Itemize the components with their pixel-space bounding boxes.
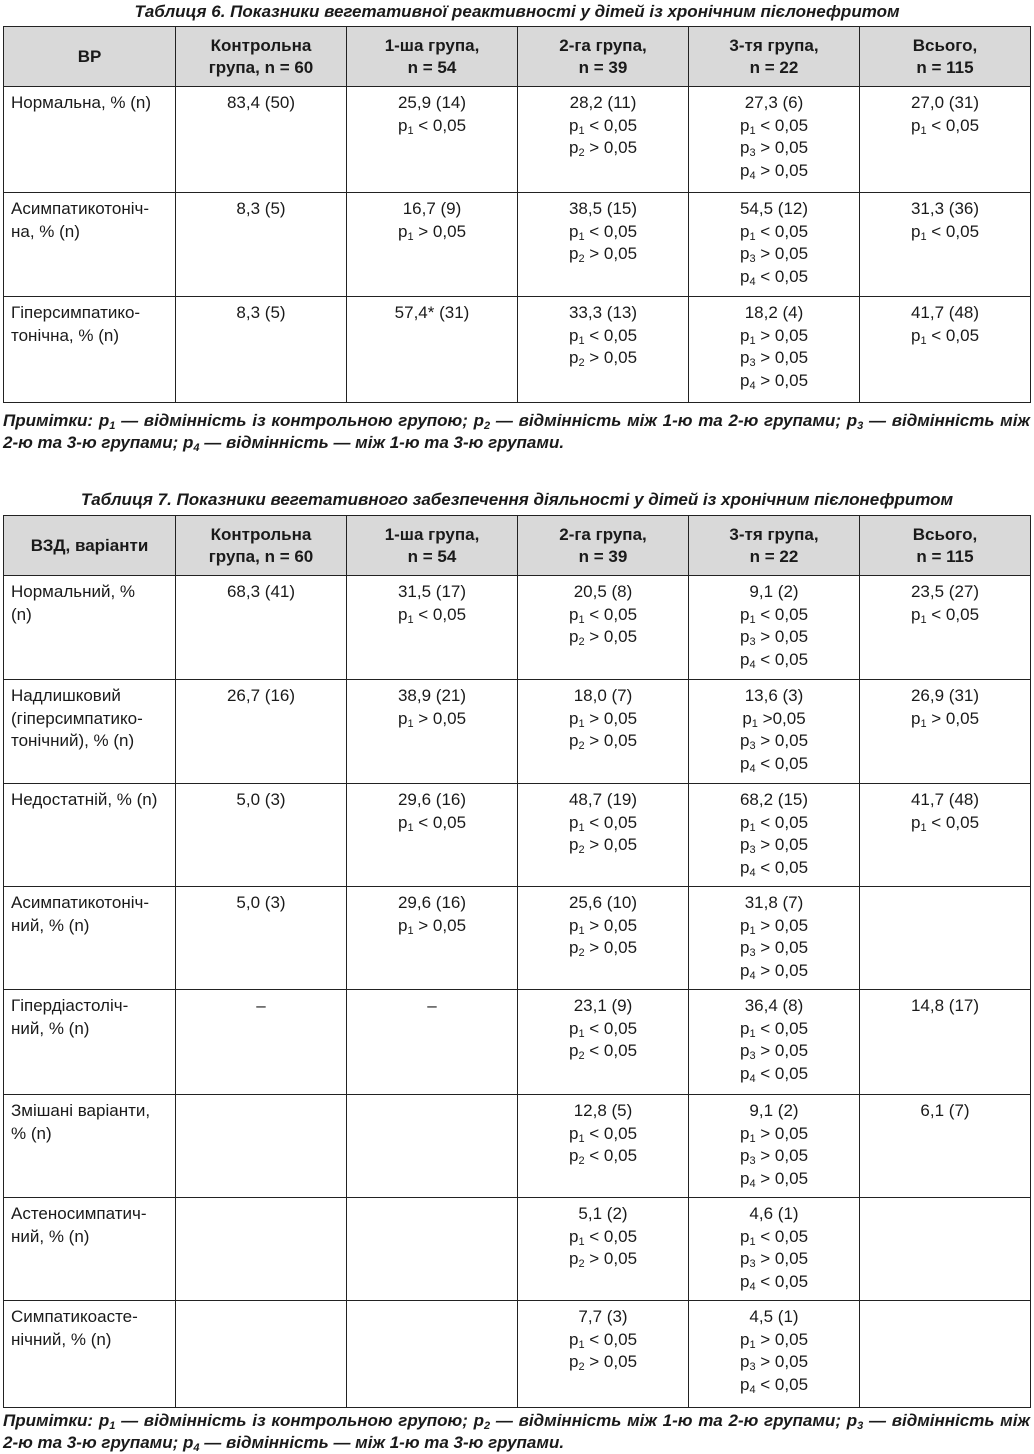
cell-p-value: $p_1 < 0,05$ — [568, 812, 638, 834]
cell-value: 13,6 (3) — [744, 686, 804, 705]
column-header — [689, 27, 860, 87]
row-label — [4, 680, 176, 784]
cell-value: 31,5 (17) — [397, 582, 467, 601]
table-cell — [176, 680, 347, 784]
cell-value: 25,9 (14) — [397, 93, 467, 112]
cell-p-value: $p_1 < 0,05$ — [568, 1226, 638, 1248]
cell-value: 31,3 (36) — [910, 199, 980, 218]
table-cell — [860, 1198, 1031, 1301]
table-cell — [689, 680, 860, 784]
cell-value: 26,7 (16) — [226, 686, 296, 705]
cell-p-value: $p_1 > 0,05$ — [910, 708, 980, 730]
cell-p-value: $p_2 > 0,05$ — [568, 731, 638, 752]
table-cell — [689, 784, 860, 887]
cell-p-value: $p_2 > 0,05$ — [568, 138, 638, 159]
cell-p-value: $p_1 > 0,05$ — [568, 915, 638, 937]
cell-p-value: $p_1 < 0,05$ — [739, 812, 809, 834]
cell-p-value: $p_4 < 0,05$ — [739, 857, 809, 879]
header-text: група, n = 60 — [208, 546, 314, 566]
table-cell — [347, 1198, 518, 1301]
cell-value: 18,2 (4) — [744, 303, 804, 322]
table6 — [3, 26, 1031, 403]
table-row — [4, 87, 1031, 193]
table-row — [4, 1198, 1031, 1301]
table7-caption: Таблиця 7. Показники вегетативного забезпечення діяльності у дітей із хронічним пієлонефритом — [80, 490, 954, 509]
table-cell — [860, 990, 1031, 1095]
table-cell — [176, 784, 347, 887]
cell-p-value: $p_1 < 0,05$ — [397, 604, 467, 626]
cell-value: – — [256, 996, 266, 1015]
table-cell — [518, 87, 689, 193]
table7 — [3, 515, 1031, 1408]
header-text: Всього, — [912, 35, 978, 55]
cell-value: 23,5 (27) — [910, 582, 980, 601]
table-cell — [518, 297, 689, 403]
table6-caption: Таблиця 6. Показники вегетативної реактивності у дітей із хронічним пієлонефритом — [134, 2, 900, 21]
header-text: n = 39 — [578, 546, 628, 566]
cell-p-value: $p_1 < 0,05$ — [568, 221, 638, 243]
cell-p-value: $p_2 < 0,05$ — [568, 1146, 638, 1167]
header-text: 1-ша група, — [384, 524, 480, 544]
table-cell — [860, 87, 1031, 193]
table-cell — [347, 576, 518, 680]
cell-p-value: $p_1 < 0,05$ — [910, 812, 980, 834]
row-label-text: Астеносимпатич- — [11, 1204, 147, 1223]
cell-p-value: $p_2 > 0,05$ — [568, 348, 638, 369]
cell-value: 54,5 (12) — [739, 199, 809, 218]
cell-p-value: $p_2 > 0,05$ — [568, 835, 638, 856]
table-cell — [860, 576, 1031, 680]
cell-value: 27,0 (31) — [910, 93, 980, 112]
header-text: Контрольна — [210, 35, 312, 55]
header-text: 2-га група, — [559, 524, 647, 544]
row-label — [4, 990, 176, 1095]
header-text: n = 22 — [749, 546, 799, 566]
row-label-text: ний, % (n) — [11, 1018, 90, 1038]
cell-value: 28,2 (11) — [569, 93, 637, 112]
cell-p-value: $p_3 > 0,05$ — [739, 1249, 809, 1270]
cell-p-value: $p_4 > 0,05$ — [739, 370, 809, 392]
table-cell — [860, 1095, 1031, 1198]
header-text: 1-ша група, — [384, 35, 480, 55]
cell-p-value: $p_1 < 0,05$ — [910, 221, 980, 243]
table-cell — [347, 1301, 518, 1408]
column-header — [860, 516, 1031, 576]
cell-p-value: $p_1 < 0,05$ — [739, 1226, 809, 1248]
cell-p-value: $p_1 >0,05$ — [742, 708, 806, 730]
cell-p-value: $p_1 < 0,05$ — [568, 325, 638, 347]
header-text: 3-тя група, — [729, 35, 819, 55]
table-cell — [347, 87, 518, 193]
cell-value: – — [427, 996, 437, 1015]
table-cell — [176, 193, 347, 297]
cell-value: 4,5 (1) — [749, 1307, 799, 1326]
header-text: група, n = 60 — [208, 57, 314, 77]
cell-p-value: $p_4 > 0,05$ — [739, 1168, 809, 1190]
table-cell — [518, 1198, 689, 1301]
cell-p-value: $p_1 < 0,05$ — [568, 1329, 638, 1351]
cell-value: 68,2 (15) — [739, 790, 809, 809]
row-label — [4, 784, 176, 887]
table-cell — [347, 784, 518, 887]
table-cell — [176, 1301, 347, 1408]
table-row — [4, 297, 1031, 403]
row-label — [4, 576, 176, 680]
cell-value: 27,3 (6) — [744, 93, 804, 112]
cell-p-value: $p_3 > 0,05$ — [739, 835, 809, 856]
cell-p-value: $p_1 > 0,05$ — [568, 708, 638, 730]
cell-p-value: $p_3 > 0,05$ — [739, 244, 809, 265]
cell-p-value: $p_1 < 0,05$ — [568, 115, 638, 137]
table-cell — [689, 297, 860, 403]
column-header — [176, 27, 347, 87]
row-label-text: Змішані варіанти, — [11, 1101, 151, 1120]
header-text: ВЗД, варіанти — [30, 535, 149, 555]
table-cell — [689, 1095, 860, 1198]
table-row — [4, 1301, 1031, 1408]
header-text: n = 54 — [407, 57, 457, 77]
cell-value: 8,3 (5) — [236, 199, 286, 218]
cell-p-value: $p_4 < 0,05$ — [739, 1374, 809, 1396]
cell-p-value: $p_1 < 0,05$ — [568, 1123, 638, 1145]
cell-value: 31,8 (7) — [744, 893, 804, 912]
cell-value: 41,7 (48) — [910, 790, 980, 809]
header-text: ВР — [77, 46, 102, 66]
cell-value: 9,1 (2) — [749, 1101, 799, 1120]
header-text: 3-тя група, — [729, 524, 819, 544]
row-label-text: нічний, % (n) — [11, 1329, 112, 1349]
table-cell — [176, 1095, 347, 1198]
table-cell — [689, 576, 860, 680]
cell-value: 23,1 (9) — [573, 996, 633, 1015]
column-header — [4, 27, 176, 87]
row-label-text: (n) — [11, 604, 32, 624]
cell-p-value: $p_1 < 0,05$ — [910, 115, 980, 137]
table-cell — [518, 1095, 689, 1198]
cell-p-value: $p_1 < 0,05$ — [568, 1018, 638, 1040]
table-row — [4, 193, 1031, 297]
cell-p-value: $p_1 < 0,05$ — [739, 604, 809, 626]
cell-p-value: $p_2 > 0,05$ — [568, 1249, 638, 1270]
cell-p-value: $p_3 > 0,05$ — [739, 348, 809, 369]
cell-value: 48,7 (19) — [568, 790, 638, 809]
cell-p-value: $p_1 < 0,05$ — [397, 115, 467, 137]
table-cell — [860, 297, 1031, 403]
table-cell — [518, 887, 689, 990]
header-text: n = 115 — [916, 57, 974, 77]
header-text: n = 115 — [916, 546, 974, 566]
row-label-text: % (n) — [11, 1123, 52, 1143]
cell-value: 57,4* (31) — [394, 303, 470, 322]
cell-p-value: $p_1 < 0,05$ — [397, 812, 467, 834]
table-cell — [860, 680, 1031, 784]
table-cell — [518, 576, 689, 680]
cell-p-value: $p_1 < 0,05$ — [739, 221, 809, 243]
cell-p-value: $p_4 < 0,05$ — [739, 266, 809, 288]
table-cell — [518, 990, 689, 1095]
row-label-text: Гіпердіастоліч- — [11, 996, 129, 1015]
row-label — [4, 1095, 176, 1198]
cell-p-value: $p_2 > 0,05$ — [568, 627, 638, 648]
table-row — [4, 576, 1031, 680]
row-label-text: Недостатній, % (n) — [11, 790, 158, 809]
row-label-text: Надлишковий — [11, 686, 121, 705]
cell-value: 38,9 (21) — [397, 686, 467, 705]
cell-p-value: $p_2 > 0,05$ — [568, 938, 638, 959]
cell-value: 68,3 (41) — [226, 582, 296, 601]
cell-value: 5,0 (3) — [236, 893, 286, 912]
column-header — [347, 516, 518, 576]
cell-value: 29,6 (16) — [397, 790, 467, 809]
cell-value: 12,8 (5) — [573, 1101, 633, 1120]
cell-value: 36,4 (8) — [744, 996, 804, 1015]
table-cell — [689, 887, 860, 990]
table-cell — [176, 297, 347, 403]
cell-value: 20,5 (8) — [573, 582, 633, 601]
row-label-text: (гіперсимпатико- — [11, 708, 143, 728]
table-cell — [689, 990, 860, 1095]
cell-p-value: $p_2 < 0,05$ — [568, 1041, 638, 1062]
cell-value: 14,8 (17) — [910, 996, 980, 1015]
table-cell — [518, 193, 689, 297]
cell-value: 26,9 (31) — [910, 686, 980, 705]
table-row — [4, 784, 1031, 887]
table-cell — [518, 1301, 689, 1408]
table-cell — [518, 784, 689, 887]
column-header — [518, 516, 689, 576]
table-cell — [176, 576, 347, 680]
cell-p-value: $p_3 > 0,05$ — [739, 627, 809, 648]
row-label-text: ний, % (n) — [11, 915, 90, 935]
table-cell — [176, 990, 347, 1095]
cell-p-value: $p_1 < 0,05$ — [739, 1018, 809, 1040]
cell-value: 38,5 (15) — [568, 199, 638, 218]
table-cell — [176, 887, 347, 990]
cell-p-value: $p_1 < 0,05$ — [910, 604, 980, 626]
row-label — [4, 193, 176, 297]
header-text: 2-га група, — [559, 35, 647, 55]
column-header — [689, 516, 860, 576]
row-label — [4, 1301, 176, 1408]
cell-p-value: $p_1 > 0,05$ — [397, 708, 467, 730]
table-cell — [860, 193, 1031, 297]
cell-p-value: $p_1 < 0,05$ — [739, 115, 809, 137]
table-row — [4, 680, 1031, 784]
row-label — [4, 87, 176, 193]
cell-value: 83,4 (50) — [226, 93, 296, 112]
column-header — [176, 516, 347, 576]
row-label — [4, 887, 176, 990]
cell-value: 9,1 (2) — [749, 582, 799, 601]
cell-p-value: $p_1 > 0,05$ — [739, 1123, 809, 1145]
cell-value: 33,3 (13) — [568, 303, 638, 322]
table-cell — [347, 680, 518, 784]
table-cell — [860, 784, 1031, 887]
row-label-text: Симпатикоасте- — [11, 1307, 138, 1326]
table-cell — [347, 990, 518, 1095]
table-cell — [689, 1301, 860, 1408]
row-label-text: Асимпатикотоніч- — [11, 893, 150, 912]
table-row — [4, 1095, 1031, 1198]
cell-p-value: $p_3 > 0,05$ — [739, 1146, 809, 1167]
cell-value: 18,0 (7) — [573, 686, 633, 705]
table-cell — [347, 297, 518, 403]
cell-p-value: $p_2 > 0,05$ — [568, 1352, 638, 1373]
row-label-text: ний, % (n) — [11, 1226, 90, 1246]
table-row — [4, 887, 1031, 990]
row-label-text: тонічна, % (n) — [11, 325, 119, 345]
cell-value: 5,0 (3) — [236, 790, 286, 809]
cell-p-value: $p_3 > 0,05$ — [739, 1352, 809, 1373]
header-text: n = 39 — [578, 57, 628, 77]
cell-p-value: $p_4 > 0,05$ — [739, 160, 809, 182]
table-cell — [518, 680, 689, 784]
row-label — [4, 1198, 176, 1301]
table-cell — [347, 1095, 518, 1198]
table7-note: Примітки: $p_1$ — відмінність із контрольною групою; $p_2$ — відмінність між 1-ю та 2-ю групами; $p_3$ — відмінність між 2-ю та 3-ю групами; $p_4$ — відмінність — між 1-ю та 3-ю групами. — [3, 1411, 1030, 1454]
row-label-text: Нормальна, % (n) — [11, 93, 152, 112]
cell-value: 41,7 (48) — [910, 303, 980, 322]
cell-p-value: $p_4 < 0,05$ — [739, 1271, 809, 1293]
table-cell — [689, 87, 860, 193]
table-cell — [860, 887, 1031, 990]
row-label — [4, 297, 176, 403]
cell-p-value: $p_3 > 0,05$ — [739, 938, 809, 959]
cell-p-value: $p_2 > 0,05$ — [568, 244, 638, 265]
cell-p-value: $p_3 > 0,05$ — [739, 138, 809, 159]
header-text: Контрольна — [210, 524, 312, 544]
cell-p-value: $p_1 < 0,05$ — [910, 325, 980, 347]
cell-value: 4,6 (1) — [749, 1204, 799, 1223]
cell-value: 25,6 (10) — [568, 893, 638, 912]
header-text: n = 22 — [749, 57, 799, 77]
table-cell — [689, 193, 860, 297]
header-text: n = 54 — [407, 546, 457, 566]
column-header — [518, 27, 689, 87]
row-label-text: на, % (n) — [11, 221, 80, 241]
cell-value: 8,3 (5) — [236, 303, 286, 322]
cell-p-value: $p_1 > 0,05$ — [739, 915, 809, 937]
table-cell — [347, 887, 518, 990]
row-label-text: Асимпатикотоніч- — [11, 199, 150, 218]
column-header — [860, 27, 1031, 87]
cell-p-value: $p_4 < 0,05$ — [739, 649, 809, 671]
table-cell — [860, 1301, 1031, 1408]
column-header — [4, 516, 176, 576]
column-header — [347, 27, 518, 87]
cell-p-value: $p_1 > 0,05$ — [397, 915, 467, 937]
cell-p-value: $p_1 < 0,05$ — [568, 604, 638, 626]
row-label-text: Гіперсимпатико- — [11, 303, 141, 322]
table6-note: Примітки: $p_1$ — відмінність із контрольною групою; $p_2$ — відмінність між 1-ю та 2-ю групами; $p_3$ — відмінність між 2-ю та 3-ю групами; $p_4$ — відмінність — між 1-ю та 3-ю групами. — [3, 411, 1030, 454]
cell-p-value: $p_4 < 0,05$ — [739, 1063, 809, 1085]
table-cell — [347, 193, 518, 297]
cell-p-value: $p_4 > 0,05$ — [739, 960, 809, 982]
cell-p-value: $p_4 < 0,05$ — [739, 753, 809, 775]
cell-p-value: $p_1 > 0,05$ — [739, 1329, 809, 1351]
cell-value: 5,1 (2) — [578, 1204, 628, 1223]
header-text: Всього, — [912, 524, 978, 544]
table-cell — [689, 1198, 860, 1301]
cell-p-value: $p_1 > 0,05$ — [739, 325, 809, 347]
row-label-text: Нормальний, % — [11, 582, 136, 601]
table-cell — [176, 1198, 347, 1301]
cell-p-value: $p_1 > 0,05$ — [397, 221, 467, 243]
cell-value: 7,7 (3) — [578, 1307, 628, 1326]
table-row — [4, 990, 1031, 1095]
row-label-text: тонічний), % (n) — [11, 731, 135, 750]
cell-value: 6,1 (7) — [920, 1101, 970, 1120]
cell-value: 29,6 (16) — [397, 893, 467, 912]
cell-p-value: $p_3 > 0,05$ — [739, 1041, 809, 1062]
table-cell — [176, 87, 347, 193]
cell-p-value: $p_3 > 0,05$ — [739, 731, 809, 752]
cell-value: 16,7 (9) — [402, 199, 462, 218]
